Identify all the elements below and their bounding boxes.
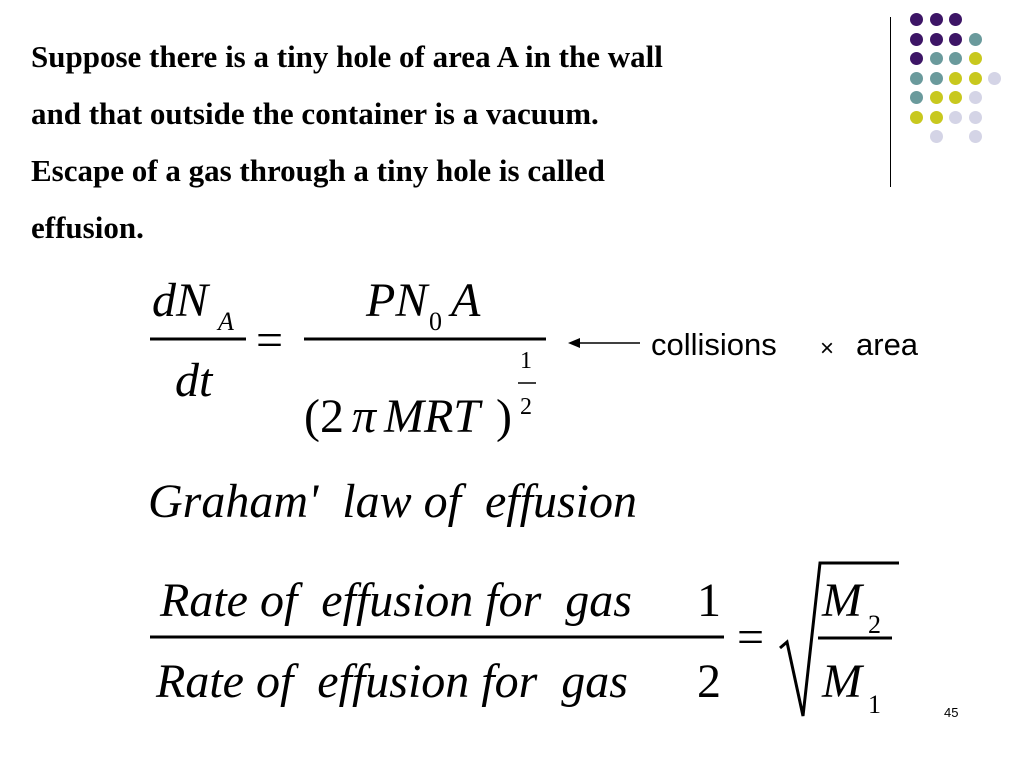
root-numerator-subscript: 2 xyxy=(868,610,881,639)
lhs-numerator: dN xyxy=(152,274,209,327)
effusion-rate-equation xyxy=(150,274,546,443)
exponent-denominator: 2 xyxy=(520,394,532,420)
root-numerator: M xyxy=(822,574,862,627)
arrow-left-icon xyxy=(568,338,580,348)
rhs-numerator-p: PN xyxy=(366,274,428,327)
annotation-area: area xyxy=(856,327,919,362)
annotation-collisions: collisions xyxy=(651,327,777,362)
page-number: 45 xyxy=(944,705,959,720)
graham-law-equation xyxy=(150,563,899,719)
rhs-numerator-a: A xyxy=(451,274,481,327)
rate-numerator-text: Rate of effusion for gas xyxy=(160,574,632,627)
collisions-annotation xyxy=(568,327,919,362)
exponent-numerator: 1 xyxy=(520,348,532,374)
lhs-denominator: dt xyxy=(175,354,213,407)
rhs-denominator-close: ) xyxy=(496,390,512,443)
rhs-denominator-pi: π xyxy=(352,390,377,443)
rate-denominator-index: 2 xyxy=(697,655,721,708)
equals-sign: = xyxy=(256,314,284,367)
rhs-denominator-mrt: MRT xyxy=(384,390,480,443)
rhs-numerator-subscript: 0 xyxy=(429,307,442,336)
annotation-times: × xyxy=(820,335,835,362)
intro-line: Suppose there is a tiny hole of area A in the wall xyxy=(31,39,663,74)
intro-line: effusion. xyxy=(31,210,144,245)
intro-line: and that outside the container is a vacuum. xyxy=(31,96,599,131)
rate-numerator-index: 1 xyxy=(697,574,721,627)
lhs-numerator-subscript: A xyxy=(218,307,234,336)
equals-sign-2: = xyxy=(737,611,765,664)
rhs-denominator-open: (2 xyxy=(304,390,344,443)
graham-law-title: Graham' law of effusion xyxy=(148,475,637,528)
root-denominator: M xyxy=(822,655,862,708)
intro-line: Escape of a gas through a tiny hole is called xyxy=(31,153,605,188)
rate-denominator-text: Rate of effusion for gas xyxy=(156,655,628,708)
root-denominator-subscript: 1 xyxy=(868,690,881,719)
